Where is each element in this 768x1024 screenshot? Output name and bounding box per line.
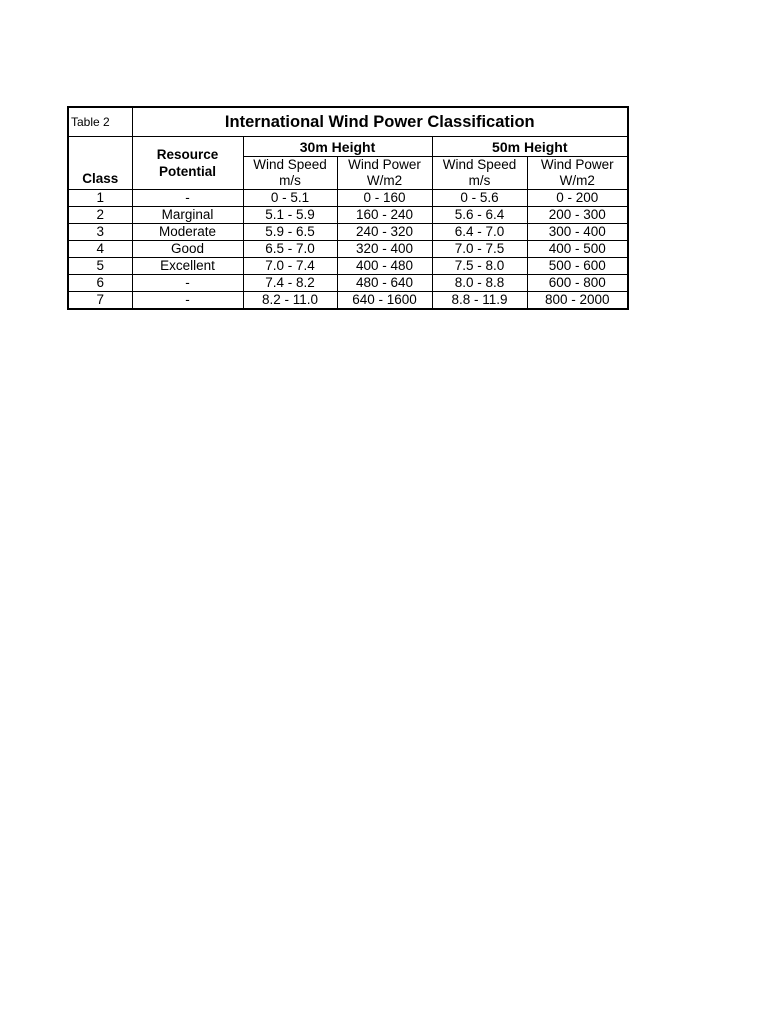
power-50m-cell: 600 - 800 <box>527 275 628 292</box>
speed-30m-cell: 0 - 5.1 <box>243 190 337 207</box>
power-50m-cell: 300 - 400 <box>527 224 628 241</box>
potential-cell: - <box>132 292 243 310</box>
speed-30m-cell: 5.1 - 5.9 <box>243 207 337 224</box>
resource-potential-header <box>132 137 243 190</box>
class-cell: 1 <box>68 190 132 207</box>
resource-header-line2: Potential <box>158 164 216 179</box>
wind-speed-30m-header <box>243 157 337 190</box>
wind-speed-50m-header <box>432 157 527 190</box>
table-row <box>68 275 628 292</box>
speed-50m-cell: 5.6 - 6.4 <box>432 207 527 224</box>
table-row <box>68 292 628 310</box>
class-cell: 4 <box>68 241 132 258</box>
wind-power-classification-table <box>67 106 629 310</box>
speed-50m-cell: 0 - 5.6 <box>432 190 527 207</box>
class-cell: 3 <box>68 224 132 241</box>
table-row <box>68 258 628 275</box>
potential-cell: Excellent <box>132 258 243 275</box>
speed-30m-cell: 6.5 - 7.0 <box>243 241 337 258</box>
speed-50m-cell: 7.5 - 8.0 <box>432 258 527 275</box>
speed-30m-cell: 7.4 - 8.2 <box>243 275 337 292</box>
table-row <box>68 224 628 241</box>
potential-cell: Marginal <box>132 207 243 224</box>
potential-cell: - <box>132 275 243 292</box>
title-row <box>68 107 628 137</box>
height-group-row <box>68 137 628 157</box>
speed-30m-cell: 5.9 - 6.5 <box>243 224 337 241</box>
wind-power-50m-header <box>527 157 628 190</box>
power-50m-cell: 800 - 2000 <box>527 292 628 310</box>
class-cell: 5 <box>68 258 132 275</box>
class-cell: 2 <box>68 207 132 224</box>
height-30m-header: 30m Height <box>243 137 432 157</box>
potential-cell: Good <box>132 241 243 258</box>
wind-power-unit: W/m2 <box>559 173 595 188</box>
wind-power-30m-header <box>337 157 432 190</box>
power-30m-cell: 240 - 320 <box>337 224 432 241</box>
speed-30m-cell: 7.0 - 7.4 <box>243 258 337 275</box>
class-column-header: Class <box>68 137 132 190</box>
height-50m-header: 50m Height <box>432 137 628 157</box>
power-30m-cell: 320 - 400 <box>337 241 432 258</box>
speed-50m-cell: 8.0 - 8.8 <box>432 275 527 292</box>
wind-power-label: Wind Power <box>540 157 614 172</box>
potential-cell: Moderate <box>132 224 243 241</box>
table-label: Table 2 <box>68 107 132 137</box>
table-row <box>68 207 628 224</box>
power-50m-cell: 400 - 500 <box>527 241 628 258</box>
wind-speed-unit: m/s <box>279 173 301 188</box>
speed-50m-cell: 7.0 - 7.5 <box>432 241 527 258</box>
potential-cell: - <box>132 190 243 207</box>
power-30m-cell: 0 - 160 <box>337 190 432 207</box>
resource-header-line1: Resource <box>156 147 219 162</box>
wind-speed-label: Wind Speed <box>442 157 517 172</box>
power-30m-cell: 480 - 640 <box>337 275 432 292</box>
wind-speed-unit: m/s <box>468 173 491 188</box>
table-row <box>68 241 628 258</box>
speed-50m-cell: 6.4 - 7.0 <box>432 224 527 241</box>
power-30m-cell: 400 - 480 <box>337 258 432 275</box>
power-50m-cell: 200 - 300 <box>527 207 628 224</box>
power-50m-cell: 500 - 600 <box>527 258 628 275</box>
wind-power-unit: W/m2 <box>366 173 403 188</box>
wind-power-label: Wind Power <box>348 157 421 172</box>
speed-30m-cell: 8.2 - 11.0 <box>243 292 337 310</box>
power-30m-cell: 160 - 240 <box>337 207 432 224</box>
wind-speed-label: Wind Speed <box>253 157 327 172</box>
speed-50m-cell: 8.8 - 11.9 <box>432 292 527 310</box>
class-cell: 7 <box>68 292 132 310</box>
table-row <box>68 190 628 207</box>
class-cell: 6 <box>68 275 132 292</box>
table-title: International Wind Power Classification <box>132 107 628 137</box>
power-50m-cell: 0 - 200 <box>527 190 628 207</box>
power-30m-cell: 640 - 1600 <box>337 292 432 310</box>
